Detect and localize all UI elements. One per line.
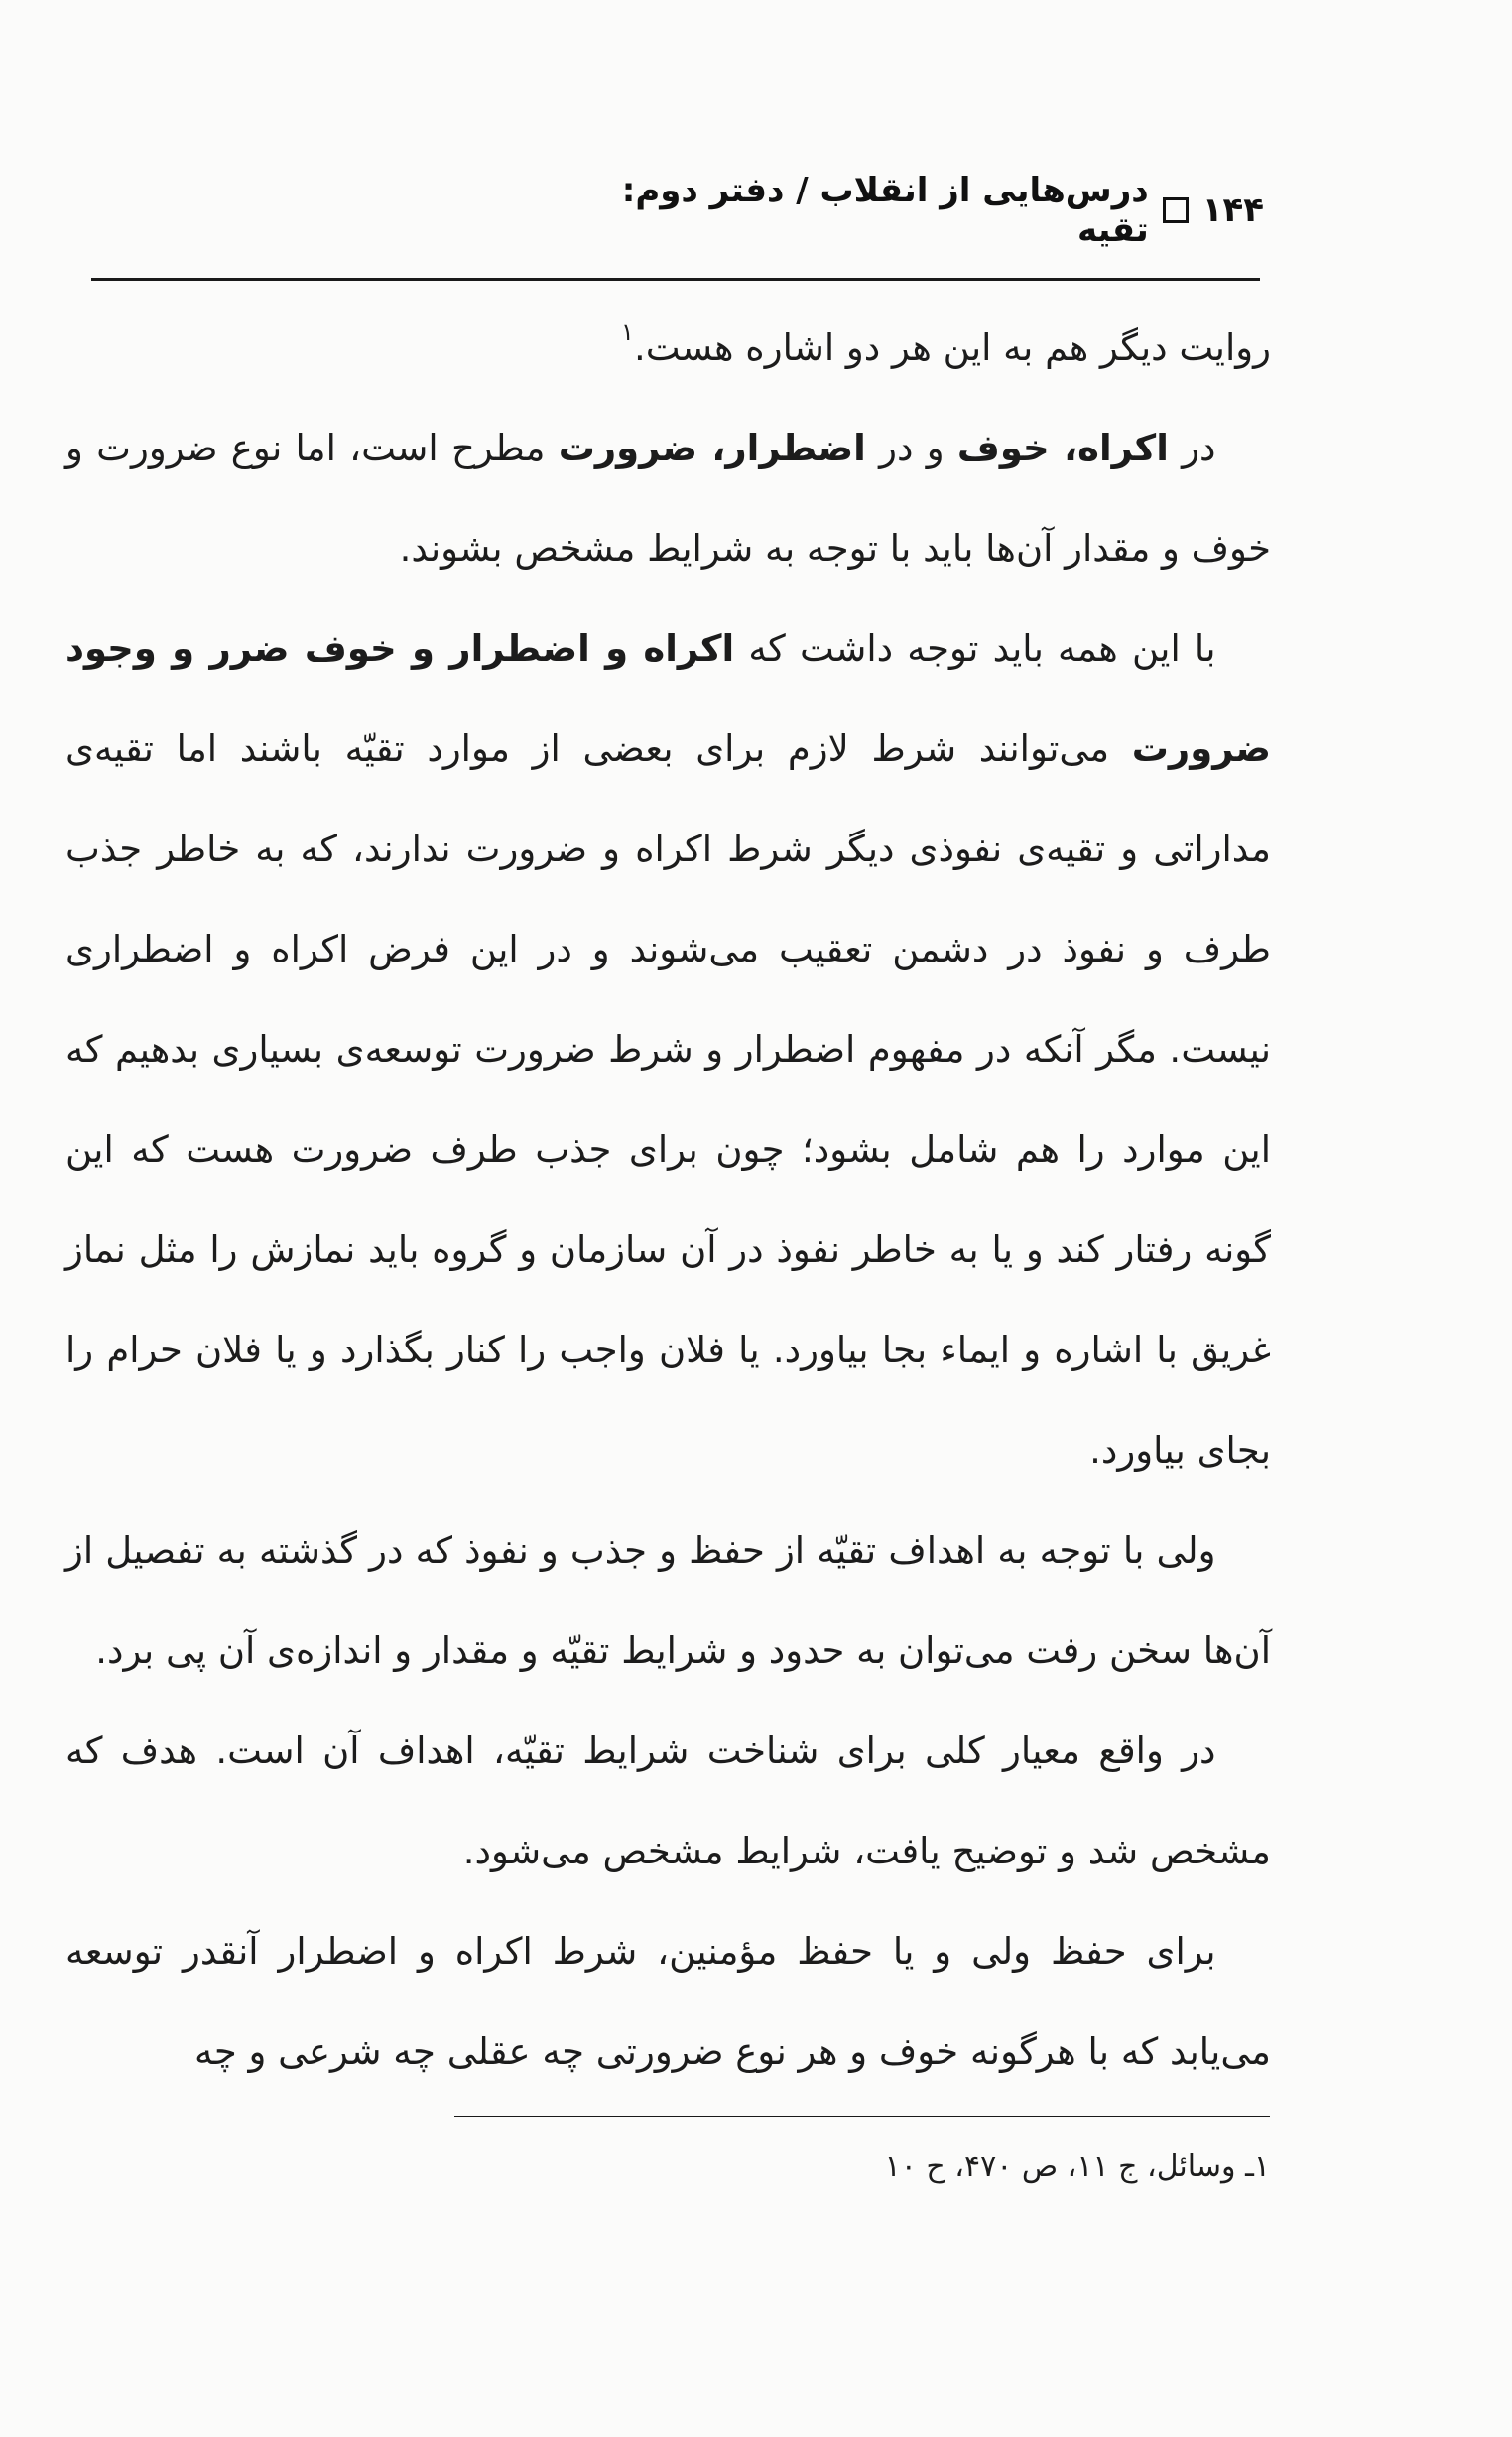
- body-text: [65, 298, 1271, 2102]
- text-run: روایت دیگر هم به این هر دو اشاره هست.: [633, 326, 1271, 369]
- text-run: ولی با توجه به اهداف تقیّه از حفظ و جذب و نفوذ که در گذشته به تفصیل از آن‌ها سخن رفت می‌توان به حدود و شرایط تقیّه و مقدار و اندازه‌ی آن پی برد.: [65, 1529, 1271, 1672]
- text-run: با این همه باید توجه داشت که: [734, 627, 1216, 670]
- text-run: در واقع معیار کلی برای شناخت شرایط تقیّه، اهداف آن است. هدف که مشخص شد و توضیح یافت، شرایط مشخص می‌شود.: [65, 1730, 1271, 1872]
- text-run: می‌توانند شرط لازم برای بعضی از موارد تقیّه باشند اما تقیه‌ی مداراتی و تقیه‌ی نفوذی دیگر شرط اکراه و ضرورت ندارند، که به خاطر جذب طرف و نفوذ در دشمن تعقیب می‌شوند و در این فرض اکراه و اضطراری نیست. مگر آنکه در مفهوم اضطرار و شرط ضرورت توسعه‌ی بسیاری بدهیم که این موارد را هم شامل بشود؛ چون برای جذب طرف ضرورت هست که این گونه رفتار کند و یا به خاطر نفوذ در آن سازمان و گروه باید نمازش را مثل نماز غریق با اشاره و ایماء بجا بیاورد. یا فلان واجب را کنار بگذارد و یا فلان حرام را بجای بیاورد.: [65, 727, 1271, 1472]
- text-run: مطرح است، اما نوع ضرورت و خوف و مقدار آن‌ها باید با توجه به شرایط مشخص بشوند.: [65, 427, 1271, 570]
- emphasized-term: اکراه و اضطرار و خوف ضرر و وجود ضرورت: [65, 627, 1271, 770]
- running-header: [556, 171, 1264, 250]
- square-ornament-icon: [1163, 197, 1189, 223]
- header-divider: [91, 278, 1260, 281]
- text-run: برای حفظ ولی و یا حفظ مؤمنین، شرط اکراه و اضطرار آنقدر توسعه می‌یابد که با هرگونه خوف و هر نوع ضرورتی چه عقلی چه شرعی و چه: [65, 1930, 1271, 2073]
- text-run: و در: [865, 427, 957, 469]
- paragraph: [65, 1901, 1271, 2102]
- paragraph: [65, 1701, 1271, 1901]
- paragraph: [65, 298, 1271, 398]
- book-title: درس‌هایی از انقلاب / دفتر دوم: تقیه: [621, 171, 1149, 250]
- footnote-divider: [454, 2116, 1270, 2117]
- emphasized-term: اکراه، خوف: [956, 427, 1169, 469]
- paragraph: [65, 1500, 1271, 1701]
- footnote-marker: ۱: [621, 319, 634, 346]
- emphasized-term: اضطرار، ضرورت: [558, 427, 866, 469]
- page-number: ۱۴۴: [1201, 191, 1264, 230]
- paragraph: [65, 398, 1271, 598]
- footnote: ۱ـ وسائل، ج ۱۱، ص ۴۷۰، ح ۱۰: [884, 2149, 1270, 2184]
- paragraph: [65, 598, 1271, 1500]
- text-run: در: [1168, 427, 1216, 469]
